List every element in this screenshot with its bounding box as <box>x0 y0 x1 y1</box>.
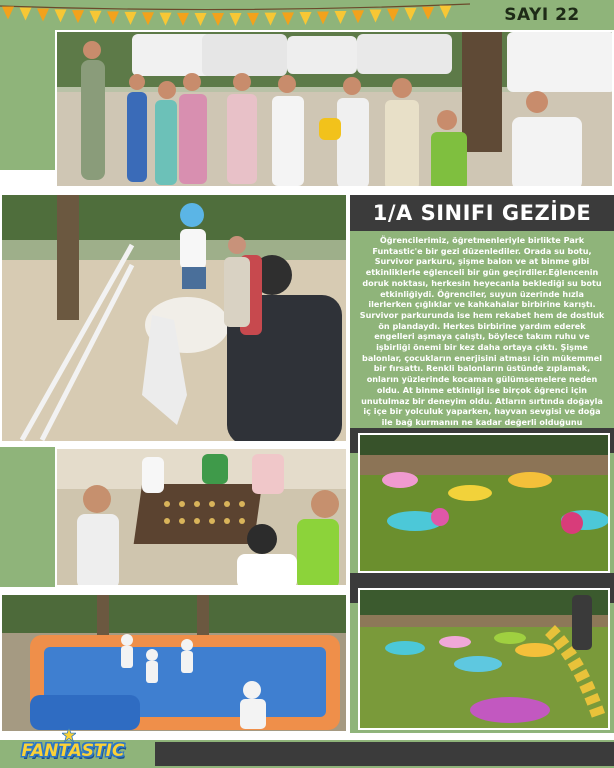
bunting-flag <box>37 8 49 21</box>
bunting-flag <box>195 13 207 26</box>
bunting-flag <box>370 10 382 23</box>
article-title: 1/A SINIFI GEZİDE <box>372 201 592 225</box>
left-accent <box>0 30 55 170</box>
bunting-flag <box>2 7 14 20</box>
footer-dark-strip <box>155 742 614 766</box>
bunting-flag <box>90 11 102 24</box>
group-photo <box>55 30 614 188</box>
bunting-flag <box>300 12 312 25</box>
article-body: Öğrencilerimiz, öğretmenleriyle birlikte Park Funtastic'e bir gezi düzenlediler. Orada su botu, Survivor parkuru, şişme balon ve at binme gibi etkinliklerle eğlenceli bir gün geçirdiler.Eğlencenin doruk noktası, herkesin heyecanla beklediği su botu etkinliğiydi. Öğrenciler, suyun üzerinde hızla ilerlerken çığlıklar ve kahkahalar birbirine karıştı. Survivor parkurunda ise hem rekabet hem de dostluk ön plandaydı. Herkes birbirine yardım ederek engelleri aşmaya çalıştı, böylece takım ruhu ve işbirliği önemi bir kez daha ortaya çıktı. Şişme balonlar, çocukların enerjisini atması için mükemmel bir fırsattı. Renkli balonların üstünde zıplamak, onların yüzlerinde kocaman gülümsemelere neden oldu. At binme etkinliği ise birçok öğrenci için unutulmaz bir deneyim oldu. Atların sırtında doğayla iç içe bir yolculuk yaparken, hayvan sevgisi ve doğa ile bağ kurmanın ne kadar değerli olduğunu <box>359 235 605 427</box>
bunting-flag <box>142 12 154 25</box>
bunting-flag <box>317 12 329 25</box>
bunting-flag <box>247 13 259 26</box>
inflatable-photo <box>0 593 348 733</box>
article-title-banner <box>350 195 614 231</box>
water-boats-photo-1 <box>358 433 610 573</box>
bunting-flag <box>177 13 189 26</box>
bunting-flag <box>212 13 224 26</box>
water-boats-photo-2 <box>358 588 610 730</box>
bunting-flag <box>335 11 347 24</box>
article-text-box <box>350 231 614 428</box>
left-accent-lower <box>0 447 55 587</box>
bunting-flag <box>352 10 364 23</box>
horse-riding-photo <box>0 193 348 443</box>
issue-label: SAYI 22 <box>504 5 580 25</box>
bunting-flag <box>230 13 242 26</box>
bunting-flag <box>20 8 32 21</box>
fantastic-logo <box>18 736 128 766</box>
bunting-flag <box>107 11 119 24</box>
bunting-flag <box>387 9 399 22</box>
logo-text: FANTASTIC <box>21 741 125 761</box>
bunting-flag <box>282 12 294 25</box>
bunting-flag <box>55 9 67 22</box>
bunting-decoration <box>0 0 470 30</box>
board-game-photo <box>55 447 348 587</box>
bunting-flag <box>72 10 84 23</box>
bunting-flag <box>265 13 277 26</box>
bunting-flag <box>125 12 137 25</box>
bunting-flag <box>440 6 452 19</box>
issue-number-tab <box>470 0 614 30</box>
bunting-flag <box>422 7 434 20</box>
bunting-flag <box>405 8 417 21</box>
bunting-flag <box>160 13 172 26</box>
